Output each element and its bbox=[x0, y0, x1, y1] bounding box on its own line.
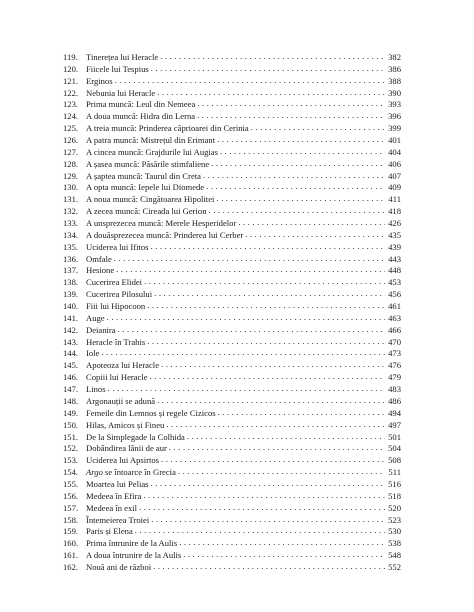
toc-entry-number: 138. bbox=[63, 277, 79, 288]
toc-leader-dots bbox=[183, 549, 385, 561]
toc-entry-page: 497 bbox=[388, 419, 401, 430]
toc-entry-page: 388 bbox=[388, 75, 401, 86]
toc-entry-page: 463 bbox=[388, 312, 401, 323]
toc-entry-title: Deianira bbox=[86, 324, 116, 335]
toc-entry-page: 435 bbox=[388, 229, 401, 240]
toc-leader-dots bbox=[197, 98, 385, 110]
toc-entry-number: 141. bbox=[63, 312, 79, 323]
toc-entry-number: 133. bbox=[63, 218, 79, 229]
toc-entry-title-rest: se întoarce în Grecia bbox=[102, 467, 176, 478]
toc-entry-number: 120. bbox=[63, 63, 79, 74]
toc-leader-dots bbox=[151, 514, 385, 526]
toc-entry-page: 552 bbox=[388, 561, 401, 572]
toc-entry-number: 128. bbox=[63, 158, 79, 169]
toc-entry-page: 399 bbox=[388, 123, 401, 134]
toc-entry-page: 382 bbox=[388, 52, 401, 62]
toc-entry-page: 538 bbox=[388, 538, 401, 549]
toc-entry-title: Femeile din Lemnos și regele Cizicos bbox=[86, 407, 216, 418]
toc-entry-page: 409 bbox=[388, 182, 401, 193]
toc-entry-title: Omfale bbox=[86, 253, 112, 264]
toc-leader-dots bbox=[251, 122, 385, 134]
toc-entry-title: Hesione bbox=[86, 265, 115, 276]
toc-entry-page: 466 bbox=[388, 324, 401, 335]
toc-entry-number: 156. bbox=[63, 490, 79, 501]
toc-leader-dots bbox=[218, 407, 385, 419]
toc-leader-dots bbox=[101, 347, 385, 359]
toc-entry-title: Paris și Elena bbox=[86, 526, 133, 537]
toc-entry-title: Copiii lui Heracle bbox=[86, 372, 148, 383]
toc-entry-title: Tinerețea lui Heracle bbox=[86, 52, 159, 62]
toc-entry-number: 124. bbox=[63, 111, 79, 122]
toc-entry-page: 479 bbox=[388, 372, 401, 383]
toc-entry-title: Prima întrunire de la Aulis bbox=[86, 538, 178, 549]
toc-entry-number: 127. bbox=[63, 146, 79, 157]
toc-leader-dots bbox=[157, 395, 385, 407]
toc-entry-number: 158. bbox=[63, 514, 79, 525]
toc-entry-title: Auge bbox=[86, 312, 105, 323]
toc-entry-title: Fiicele lui Tespius bbox=[86, 63, 149, 74]
toc-entry-number: 159. bbox=[63, 526, 79, 537]
toc-entry-title: A șasea muncă: Păsările stimfaliene bbox=[86, 158, 210, 169]
toc-entry-number: 154. bbox=[63, 467, 79, 478]
toc-entry-title: Uciderea lui Ifitos bbox=[86, 241, 149, 252]
toc-entry-number: 162. bbox=[63, 561, 79, 572]
toc-leader-dots bbox=[197, 110, 385, 122]
toc-entry-page: 483 bbox=[388, 384, 401, 395]
toc-entry-title: A doua întrunire de la Aulis bbox=[86, 550, 182, 561]
table-of-contents bbox=[63, 52, 401, 574]
toc-entry-page: 448 bbox=[388, 265, 401, 276]
toc-entry-page: 411 bbox=[388, 194, 401, 205]
toc-leader-dots bbox=[169, 442, 385, 454]
toc-entry-title: Nouă ani de război bbox=[86, 561, 152, 572]
toc-leader-dots bbox=[238, 217, 385, 229]
toc-leader-dots bbox=[209, 205, 386, 217]
toc-entry-page: 504 bbox=[388, 443, 401, 454]
toc-entry-number: 144. bbox=[63, 348, 79, 359]
toc-entry-page: 548 bbox=[388, 550, 401, 561]
toc-leader-dots bbox=[160, 51, 385, 63]
toc-entry-page: 386 bbox=[388, 63, 401, 74]
toc-entry-number: 129. bbox=[63, 170, 79, 181]
toc-entry-title: Prima muncă: Leul din Nemeea bbox=[86, 99, 196, 110]
toc-entry-title: Nebunia lui Heracle bbox=[86, 87, 156, 98]
toc-entry-page: 523 bbox=[388, 514, 401, 525]
toc-entry-page: 530 bbox=[388, 526, 401, 537]
toc-entry-page: 470 bbox=[388, 336, 401, 347]
toc-leader-dots bbox=[216, 193, 385, 205]
toc-entry-title: Apoteoza lui Heracle bbox=[86, 360, 160, 371]
toc-entry-number: 137. bbox=[63, 265, 79, 276]
toc-leader-dots bbox=[108, 383, 385, 395]
toc-leader-dots bbox=[151, 63, 385, 75]
toc-entry-number: 147. bbox=[63, 384, 79, 395]
toc-entry-number: 135. bbox=[63, 241, 79, 252]
toc-entry-page: 404 bbox=[388, 146, 401, 157]
toc-entry-title: A șaptea muncă: Taurul din Creta bbox=[86, 170, 201, 181]
toc-entry-page: 518 bbox=[388, 490, 401, 501]
toc-leader-dots bbox=[211, 158, 385, 170]
toc-entry-number: 145. bbox=[63, 360, 79, 371]
toc-entry-number: 134. bbox=[63, 229, 79, 240]
toc-entry-page: 439 bbox=[388, 241, 401, 252]
toc-entry-number: 150. bbox=[63, 419, 79, 430]
toc-leader-dots bbox=[153, 561, 385, 573]
toc-entry-number: 119. bbox=[63, 52, 78, 62]
toc-entry-page: 390 bbox=[388, 87, 401, 98]
toc-entry-title: Medeea în Efira bbox=[86, 490, 142, 501]
toc-leader-dots bbox=[154, 288, 385, 300]
toc-entry-page: 418 bbox=[388, 206, 401, 217]
toc-entry-page: 476 bbox=[388, 360, 401, 371]
toc-entry-title: Uciderea lui Apsirtos bbox=[86, 455, 160, 466]
toc-leader-dots bbox=[178, 466, 385, 478]
toc-entry-page: 473 bbox=[388, 348, 401, 359]
toc-entry-page: 456 bbox=[388, 289, 401, 300]
toc-entry-title: A treia muncă: Prinderea căprioarei din Cerinia bbox=[86, 123, 249, 134]
toc-entry-page: 516 bbox=[388, 478, 401, 489]
toc-entry-number: 132. bbox=[63, 206, 79, 217]
toc-entry-title: Moartea lui Pelias bbox=[86, 478, 149, 489]
toc-entry-page: 393 bbox=[388, 99, 401, 110]
toc-entry-title: A doua muncă: Hidra din Lerna bbox=[86, 111, 196, 122]
toc-entry-number: 161. bbox=[63, 550, 79, 561]
toc-entry-title: A douăsprezecea muncă: Prinderea lui Cerber bbox=[86, 229, 244, 240]
toc-entry bbox=[63, 562, 401, 574]
toc-entry-title: A zecea muncă: Cireada lui Gerion bbox=[86, 206, 207, 217]
toc-entry-title: Iole bbox=[86, 348, 100, 359]
toc-entry-number: 149. bbox=[63, 407, 79, 418]
toc-entry-number: 143. bbox=[63, 336, 79, 347]
toc-entry-title: A cincea muncă: Grajdurile lui Augias bbox=[86, 146, 218, 157]
toc-entry-title: Întemeierea Troiei bbox=[86, 514, 150, 525]
toc-leader-dots bbox=[118, 324, 385, 336]
toc-entry-title: Medeea în exil bbox=[86, 502, 138, 513]
toc-entry-number: 140. bbox=[63, 301, 79, 312]
toc-leader-dots bbox=[144, 276, 385, 288]
toc-entry-page: 401 bbox=[388, 135, 401, 146]
toc-entry-page: 494 bbox=[388, 407, 401, 418]
toc-entry-page: 396 bbox=[388, 111, 401, 122]
toc-leader-dots bbox=[115, 75, 385, 87]
toc-entry-title: Cucerirea Elidei bbox=[86, 277, 143, 288]
toc-entry-number: 157. bbox=[63, 502, 79, 513]
toc-entry-number: 151. bbox=[63, 431, 79, 442]
toc-entry-page: 520 bbox=[388, 502, 401, 513]
toc-entry-number: 148. bbox=[63, 395, 79, 406]
toc-entry-number: 142. bbox=[63, 324, 79, 335]
toc-leader-dots bbox=[217, 134, 385, 146]
toc-entry-number: 136. bbox=[63, 253, 79, 264]
toc-leader-dots bbox=[157, 87, 385, 99]
toc-entry-page: 443 bbox=[388, 253, 401, 264]
toc-entry-title: De la Simplegade la Colhida bbox=[86, 431, 185, 442]
toc-entry-page: 407 bbox=[388, 170, 401, 181]
toc-entry-number: 160. bbox=[63, 538, 79, 549]
toc-leader-dots bbox=[114, 253, 385, 265]
toc-entry-number: 123. bbox=[63, 99, 79, 110]
toc-leader-dots bbox=[151, 241, 385, 253]
toc-entry-page: 426 bbox=[388, 218, 401, 229]
toc-entry-title: Dobândirea lânii de aur bbox=[86, 443, 167, 454]
toc-entry-number: 130. bbox=[63, 182, 79, 193]
toc-entry-title: Heracle în Trahis bbox=[86, 336, 146, 347]
toc-leader-dots bbox=[143, 490, 385, 502]
toc-leader-dots bbox=[206, 181, 385, 193]
toc-entry-number: 153. bbox=[63, 455, 79, 466]
toc-leader-dots bbox=[107, 312, 385, 324]
toc-entry-title: A noua muncă: Cingătoarea Hipolitei bbox=[86, 194, 215, 205]
toc-entry-number: 122. bbox=[63, 87, 79, 98]
toc-leader-dots bbox=[116, 264, 385, 276]
toc-entry-page: 406 bbox=[388, 158, 401, 169]
toc-leader-dots bbox=[150, 371, 385, 383]
toc-entry-page: 508 bbox=[388, 455, 401, 466]
toc-entry-page: 501 bbox=[388, 431, 401, 442]
toc-entry-title: A patra muncă: Mistrețul din Erimant bbox=[86, 135, 216, 146]
toc-leader-dots bbox=[220, 146, 385, 158]
toc-entry-page: 453 bbox=[388, 277, 401, 288]
toc-entry-title: Fiii lui Hipocoon bbox=[86, 301, 146, 312]
toc-entry-number: 146. bbox=[63, 372, 79, 383]
toc-entry-page: 486 bbox=[388, 395, 401, 406]
toc-entry-title-italic: Argo bbox=[86, 467, 103, 478]
toc-leader-dots bbox=[161, 454, 385, 466]
toc-entry-page: 461 bbox=[388, 301, 401, 312]
toc-leader-dots bbox=[187, 431, 385, 443]
toc-leader-dots bbox=[147, 300, 385, 312]
toc-entry-title: Linos bbox=[86, 384, 106, 395]
toc-entry-title: Hilas, Amicos și Fineu bbox=[86, 419, 165, 430]
toc-leader-dots bbox=[135, 525, 385, 537]
toc-entry-title: A unsprezecea muncă: Merele Hesperidelor bbox=[86, 218, 237, 229]
toc-entry-title: Erginos bbox=[86, 75, 113, 86]
toc-entry-title: A opta muncă: Iepele lui Diomede bbox=[86, 182, 205, 193]
toc-entry-number: 131. bbox=[63, 194, 79, 205]
toc-entry-number: 155. bbox=[63, 478, 79, 489]
toc-leader-dots bbox=[147, 336, 385, 348]
toc-leader-dots bbox=[161, 359, 385, 371]
toc-entry-page: 511 bbox=[388, 467, 401, 478]
toc-entry-title: Argonauții se adună bbox=[86, 395, 156, 406]
toc-entry-title: Cucerirea Pilosului bbox=[86, 289, 153, 300]
toc-entry-number: 125. bbox=[63, 123, 79, 134]
toc-entry-number: 152. bbox=[63, 443, 79, 454]
toc-leader-dots bbox=[179, 537, 385, 549]
toc-entry-number: 126. bbox=[63, 135, 79, 146]
toc-leader-dots bbox=[245, 229, 385, 241]
toc-entry-number: 139. bbox=[63, 289, 79, 300]
toc-leader-dots bbox=[203, 170, 385, 182]
toc-leader-dots bbox=[151, 478, 385, 490]
toc-entry-number: 121. bbox=[63, 75, 79, 86]
toc-leader-dots bbox=[139, 502, 385, 514]
toc-leader-dots bbox=[166, 419, 385, 431]
